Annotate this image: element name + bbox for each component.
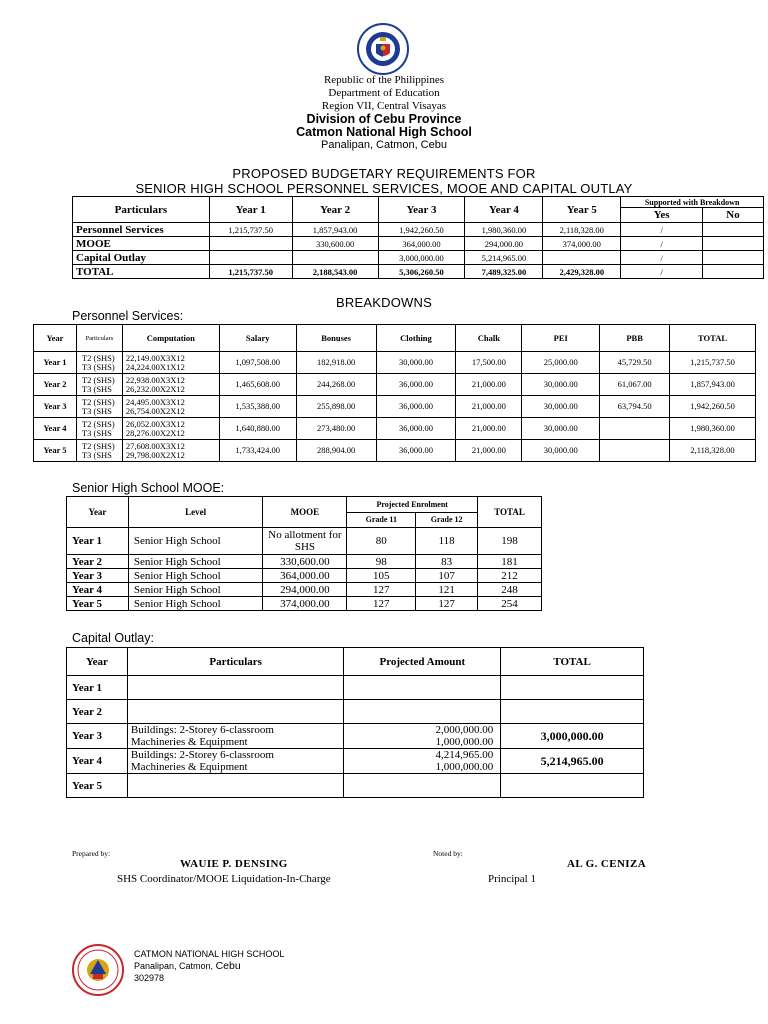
co-header-amount: Projected Amount bbox=[344, 648, 501, 676]
mooe-cell-level: Senior High School bbox=[128, 569, 263, 583]
footer-school-id: 302978 bbox=[134, 973, 165, 983]
table-row bbox=[34, 418, 756, 440]
co-cell-amount bbox=[344, 676, 501, 700]
ps-cell-chalk: 17,500.00 bbox=[456, 352, 522, 374]
table-row bbox=[73, 237, 764, 251]
table-row bbox=[67, 583, 542, 597]
ps-cell-computation bbox=[122, 440, 219, 462]
ps-cell-chalk: 21,000.00 bbox=[456, 374, 522, 396]
ps-cell-total: 1,857,943.00 bbox=[670, 374, 756, 396]
ps-cell-pei: 30,000.00 bbox=[522, 374, 600, 396]
ps-particular-t2: T2 (SHS) bbox=[81, 440, 115, 451]
summary-cell: 5,214,965.00 bbox=[465, 251, 543, 265]
ps-cell-salary: 1,465,608.00 bbox=[219, 374, 296, 396]
ps-computation-line: 29,798.00X2X12 bbox=[125, 449, 185, 460]
summary-cell bbox=[703, 251, 764, 265]
summary-cell bbox=[209, 237, 292, 251]
prepared-by-label: Prepared by: bbox=[72, 849, 111, 858]
mooe-cell-grade11: 127 bbox=[347, 597, 416, 611]
breakdowns-title: BREAKDOWNS bbox=[336, 295, 432, 310]
mooe-cell-level: Senior High School bbox=[128, 583, 263, 597]
co-particular-line: Buildings: 2-Storey 6-classroom bbox=[130, 749, 274, 761]
ps-computation-line: 24,495.00X3X12 bbox=[125, 396, 185, 407]
mooe-header-enrolment: Projected Enrolment bbox=[347, 497, 478, 513]
capital-outlay-table bbox=[66, 647, 644, 798]
summary-cell bbox=[703, 265, 764, 279]
co-particular-line: Machineries & Equipment bbox=[130, 736, 248, 748]
ps-cell-year: Year 2 bbox=[34, 374, 77, 396]
ps-cell-bonuses: 182,918.00 bbox=[296, 352, 376, 374]
mooe-cell-grade12: 127 bbox=[416, 597, 478, 611]
summary-header-year2: Year 2 bbox=[292, 197, 378, 223]
summary-header-particulars: Particulars bbox=[73, 197, 210, 223]
mooe-cell-grade12: 107 bbox=[416, 569, 478, 583]
ps-cell-particulars bbox=[76, 396, 122, 418]
deped-seal-logo bbox=[345, 22, 421, 76]
summary-cell: 3,000,000.00 bbox=[378, 251, 465, 265]
ps-cell-salary: 1,535,388.00 bbox=[219, 396, 296, 418]
co-cell-year: Year 3 bbox=[67, 724, 128, 749]
ps-cell-pbb: 63,794.50 bbox=[600, 396, 670, 418]
co-amount-line: 1,000,000.00 bbox=[435, 761, 494, 773]
ps-cell-particulars bbox=[76, 374, 122, 396]
summary-cell bbox=[703, 223, 764, 237]
ps-cell-clothing: 36,000.00 bbox=[376, 418, 456, 440]
co-particular-line: Buildings: 2-Storey 6-classroom bbox=[130, 724, 274, 736]
ps-computation-line: 22,149.00X3X12 bbox=[125, 352, 185, 363]
footer-address-b: Cebu bbox=[215, 960, 241, 972]
header-republic: Republic of the Philippines bbox=[323, 74, 445, 86]
summary-cell: 294,000.00 bbox=[465, 237, 543, 251]
footer-address-a: Panalipan, Catmon, bbox=[134, 961, 214, 971]
ps-header-pei: PEI bbox=[522, 325, 600, 352]
summary-cell: / bbox=[621, 265, 703, 279]
ps-cell-year: Year 3 bbox=[34, 396, 77, 418]
co-amount-line: 1,000,000.00 bbox=[435, 736, 494, 748]
header-division: Division of Cebu Province bbox=[306, 112, 462, 126]
summary-cell: / bbox=[621, 237, 703, 251]
summary-cell: 374,000.00 bbox=[543, 237, 621, 251]
co-header-total: TOTAL bbox=[501, 648, 644, 676]
co-amount-line: 4,214,965.00 bbox=[435, 749, 494, 761]
summary-cell: / bbox=[621, 251, 703, 265]
co-cell-particulars bbox=[127, 724, 344, 749]
ps-cell-bonuses: 244,268.00 bbox=[296, 374, 376, 396]
summary-header-year4: Year 4 bbox=[465, 197, 543, 223]
ps-computation-line: 28,276.00X2X12 bbox=[125, 427, 185, 438]
mooe-cell-grade11: 105 bbox=[347, 569, 416, 583]
ps-cell-computation bbox=[122, 418, 219, 440]
mooe-header-level: Level bbox=[128, 497, 263, 528]
mooe-cell-grade12: 121 bbox=[416, 583, 478, 597]
mooe-cell-grade12: 83 bbox=[416, 555, 478, 569]
table-row bbox=[73, 265, 764, 279]
summary-header-year3: Year 3 bbox=[378, 197, 465, 223]
co-cell-total bbox=[501, 700, 644, 724]
ps-cell-pei: 30,000.00 bbox=[522, 418, 600, 440]
table-row bbox=[67, 555, 542, 569]
co-cell-year: Year 1 bbox=[67, 676, 128, 700]
prepared-by-name: WAUIE P. DENSING bbox=[180, 858, 288, 870]
co-cell-amount bbox=[344, 774, 501, 798]
mooe-header-grade12: Grade 12 bbox=[416, 512, 478, 528]
co-section-title: Capital Outlay: bbox=[72, 631, 154, 645]
table-row bbox=[34, 374, 756, 396]
table-row bbox=[73, 251, 764, 265]
co-amount-line: 2,000,000.00 bbox=[435, 724, 494, 736]
header-region: Region VII, Central Visayas bbox=[321, 100, 447, 112]
mooe-section-title: Senior High School MOOE: bbox=[72, 481, 225, 495]
ps-cell-pbb: 45,729.50 bbox=[600, 352, 670, 374]
mooe-table bbox=[66, 496, 542, 611]
footer-school-name: CATMON NATIONAL HIGH SCHOOL bbox=[134, 949, 285, 959]
table-row bbox=[67, 528, 542, 555]
ps-particular-t2: T2 (SHS) bbox=[81, 418, 115, 429]
mooe-cell-year: Year 5 bbox=[67, 597, 129, 611]
ps-cell-pei: 30,000.00 bbox=[522, 396, 600, 418]
ps-cell-pbb bbox=[600, 440, 670, 462]
ps-cell-computation bbox=[122, 352, 219, 374]
mooe-header-grade11: Grade 11 bbox=[347, 512, 416, 528]
ps-cell-pei: 25,000.00 bbox=[522, 352, 600, 374]
mooe-cell-amount: No allotment for SHS bbox=[263, 528, 347, 555]
summary-header-year1: Year 1 bbox=[209, 197, 292, 223]
summary-header-year5: Year 5 bbox=[543, 197, 621, 223]
ps-cell-clothing: 36,000.00 bbox=[376, 440, 456, 462]
mooe-cell-total: 248 bbox=[478, 583, 542, 597]
ps-cell-chalk: 21,000.00 bbox=[456, 440, 522, 462]
ps-header-salary: Salary bbox=[219, 325, 296, 352]
ps-header-chalk: Chalk bbox=[456, 325, 522, 352]
noted-by-label: Noted by: bbox=[433, 849, 463, 858]
summary-cell: 1,942,260.50 bbox=[378, 223, 465, 237]
summary-cell bbox=[703, 237, 764, 251]
mooe-cell-amount: 294,000.00 bbox=[263, 583, 347, 597]
table-row bbox=[67, 569, 542, 583]
document-title-line1: PROPOSED BUDGETARY REQUIREMENTS FOR bbox=[232, 166, 536, 181]
mooe-cell-amount: 364,000.00 bbox=[263, 569, 347, 583]
table-row bbox=[34, 396, 756, 418]
ps-cell-salary: 1,733,424.00 bbox=[219, 440, 296, 462]
ps-cell-particulars bbox=[76, 418, 122, 440]
ps-cell-salary: 1,097,508.00 bbox=[219, 352, 296, 374]
noted-by-name: AL G. CENIZA bbox=[567, 858, 647, 870]
personnel-services-table bbox=[33, 324, 756, 462]
co-header-year: Year bbox=[67, 648, 128, 676]
co-cell-amount bbox=[344, 700, 501, 724]
summary-cell: MOOE bbox=[73, 237, 210, 251]
summary-header-supported: Supported with Breakdown bbox=[621, 197, 764, 208]
mooe-cell-amount: 330,600.00 bbox=[263, 555, 347, 569]
mooe-cell-total: 181 bbox=[478, 555, 542, 569]
ps-cell-clothing: 30,000.00 bbox=[376, 352, 456, 374]
ps-cell-bonuses: 255,898.00 bbox=[296, 396, 376, 418]
table-row bbox=[73, 223, 764, 237]
mooe-cell-total: 198 bbox=[478, 528, 542, 555]
ps-cell-bonuses: 288,904.00 bbox=[296, 440, 376, 462]
header-department: Department of Education bbox=[328, 87, 440, 99]
ps-cell-computation bbox=[122, 374, 219, 396]
summary-cell: 2,188,543.00 bbox=[292, 265, 378, 279]
ps-cell-computation bbox=[122, 396, 219, 418]
prepared-by-role: SHS Coordinator/MOOE Liquidation-In-Charge bbox=[117, 873, 331, 885]
ps-header-particulars: Particulars bbox=[76, 325, 122, 352]
ps-cell-particulars bbox=[76, 352, 122, 374]
header-school: Catmon National High School bbox=[296, 125, 472, 139]
co-cell-total: 3,000,000.00 bbox=[501, 724, 644, 749]
ps-header-bonuses: Bonuses bbox=[296, 325, 376, 352]
ps-particular-t2: T2 (SHS) bbox=[81, 352, 115, 363]
noted-by-role: Principal 1 bbox=[488, 873, 536, 885]
ps-computation-line: 24,224.00X1X12 bbox=[125, 361, 185, 372]
ps-computation-line: 22,938.00X3X12 bbox=[125, 374, 185, 385]
mooe-cell-level: Senior High School bbox=[128, 555, 263, 569]
mooe-cell-grade12: 118 bbox=[416, 528, 478, 555]
ps-computation-line: 26,232.00X2X12 bbox=[125, 383, 185, 394]
ps-header-computation: Computation bbox=[122, 325, 219, 352]
ps-header-pbb: PBB bbox=[600, 325, 670, 352]
summary-cell: 1,215,737.50 bbox=[209, 223, 292, 237]
summary-cell: 5,306,260.50 bbox=[378, 265, 465, 279]
document-header bbox=[0, 74, 768, 152]
co-cell-total bbox=[501, 774, 644, 798]
ps-cell-pbb: 61,067.00 bbox=[600, 374, 670, 396]
co-cell-amount bbox=[344, 724, 501, 749]
ps-header-year: Year bbox=[34, 325, 77, 352]
header-address: Panalipan, Catmon, Cebu bbox=[321, 139, 447, 151]
co-cell-year: Year 5 bbox=[67, 774, 128, 798]
ps-particular-t2: T2 (SHS) bbox=[81, 396, 115, 407]
summary-cell: 7,489,325.00 bbox=[465, 265, 543, 279]
ps-cell-total: 2,118,328.00 bbox=[670, 440, 756, 462]
mooe-cell-year: Year 1 bbox=[67, 528, 129, 555]
ps-cell-chalk: 21,000.00 bbox=[456, 418, 522, 440]
summary-cell: TOTAL bbox=[73, 265, 210, 279]
ps-particular-t2: T2 (SHS) bbox=[81, 374, 115, 385]
ps-particular-t3: T3 (SHS bbox=[81, 405, 112, 416]
co-cell-particulars bbox=[127, 676, 344, 700]
table-row bbox=[67, 749, 644, 774]
document-title-line2: SENIOR HIGH SCHOOL PERSONNEL SERVICES, MOOE AND CAPITAL OUTLAY bbox=[135, 181, 633, 196]
table-row bbox=[67, 700, 644, 724]
mooe-header-year: Year bbox=[67, 497, 129, 528]
co-cell-year: Year 4 bbox=[67, 749, 128, 774]
mooe-header-total: TOTAL bbox=[478, 497, 542, 528]
school-logo bbox=[72, 944, 124, 996]
footer-address bbox=[134, 960, 284, 972]
summary-cell bbox=[543, 251, 621, 265]
co-cell-particulars bbox=[127, 700, 344, 724]
ps-cell-clothing: 36,000.00 bbox=[376, 374, 456, 396]
summary-header-yes: Yes bbox=[621, 208, 703, 223]
mooe-cell-total: 212 bbox=[478, 569, 542, 583]
table-row bbox=[34, 352, 756, 374]
summary-cell: 1,980,360.00 bbox=[465, 223, 543, 237]
ps-cell-salary: 1,640,880.00 bbox=[219, 418, 296, 440]
ps-computation-line: 26,754.00X2X12 bbox=[125, 405, 185, 416]
summary-table bbox=[72, 196, 764, 279]
summary-cell: Personnel Services bbox=[73, 223, 210, 237]
ps-particular-t3: T3 (SHS) bbox=[81, 361, 115, 372]
summary-cell: 1,857,943.00 bbox=[292, 223, 378, 237]
summary-cell: 2,429,328.00 bbox=[543, 265, 621, 279]
co-cell-year: Year 2 bbox=[67, 700, 128, 724]
ps-cell-pbb bbox=[600, 418, 670, 440]
mooe-cell-total: 254 bbox=[478, 597, 542, 611]
summary-cell bbox=[209, 251, 292, 265]
co-cell-amount bbox=[344, 749, 501, 774]
mooe-header-mooe: MOOE bbox=[263, 497, 347, 528]
co-header-particulars: Particulars bbox=[127, 648, 344, 676]
ps-header-clothing: Clothing bbox=[376, 325, 456, 352]
mooe-cell-year: Year 3 bbox=[67, 569, 129, 583]
ps-computation-line: 27,608.00X3X12 bbox=[125, 440, 185, 451]
summary-header-no: No bbox=[703, 208, 764, 223]
co-cell-total bbox=[501, 676, 644, 700]
summary-cell bbox=[292, 251, 378, 265]
mooe-cell-amount: 374,000.00 bbox=[263, 597, 347, 611]
ps-computation-line: 26,052.00X3X12 bbox=[125, 418, 185, 429]
ps-section-title: Personnel Services: bbox=[72, 309, 184, 323]
ps-cell-total: 1,980,360.00 bbox=[670, 418, 756, 440]
ps-cell-year: Year 4 bbox=[34, 418, 77, 440]
mooe-cell-level: Senior High School bbox=[128, 528, 263, 555]
table-row bbox=[67, 676, 644, 700]
table-row bbox=[67, 774, 644, 798]
summary-cell: 1,215,737.50 bbox=[209, 265, 292, 279]
ps-cell-chalk: 21,000.00 bbox=[456, 396, 522, 418]
mooe-cell-year: Year 2 bbox=[67, 555, 129, 569]
table-row bbox=[67, 597, 542, 611]
ps-cell-year: Year 1 bbox=[34, 352, 77, 374]
co-cell-particulars bbox=[127, 749, 344, 774]
ps-cell-bonuses: 273,480.00 bbox=[296, 418, 376, 440]
mooe-cell-grade11: 80 bbox=[347, 528, 416, 555]
ps-particular-t3: T3 (SHS bbox=[81, 427, 112, 438]
ps-header-total: TOTAL bbox=[670, 325, 756, 352]
ps-cell-total: 1,942,260.50 bbox=[670, 396, 756, 418]
summary-cell: / bbox=[621, 223, 703, 237]
ps-cell-clothing: 36,000.00 bbox=[376, 396, 456, 418]
summary-cell: Capital Outlay bbox=[73, 251, 210, 265]
footer-school-info bbox=[134, 948, 284, 984]
summary-cell: 2,118,328.00 bbox=[543, 223, 621, 237]
mooe-cell-level: Senior High School bbox=[128, 597, 263, 611]
ps-particular-t3: T3 (SHS bbox=[81, 383, 112, 394]
ps-cell-pei: 30,000.00 bbox=[522, 440, 600, 462]
co-cell-particulars bbox=[127, 774, 344, 798]
mooe-cell-year: Year 4 bbox=[67, 583, 129, 597]
mooe-cell-grade11: 98 bbox=[347, 555, 416, 569]
summary-cell: 364,000.00 bbox=[378, 237, 465, 251]
co-particular-line: Machineries & Equipment bbox=[130, 761, 248, 773]
mooe-cell-grade11: 127 bbox=[347, 583, 416, 597]
summary-cell: 330,600.00 bbox=[292, 237, 378, 251]
ps-cell-total: 1,215,737.50 bbox=[670, 352, 756, 374]
ps-cell-year: Year 5 bbox=[34, 440, 77, 462]
co-cell-total: 5,214,965.00 bbox=[501, 749, 644, 774]
ps-particular-t3: T3 (SHS bbox=[81, 449, 112, 460]
table-row bbox=[67, 724, 644, 749]
ps-cell-particulars bbox=[76, 440, 122, 462]
table-row bbox=[34, 440, 756, 462]
